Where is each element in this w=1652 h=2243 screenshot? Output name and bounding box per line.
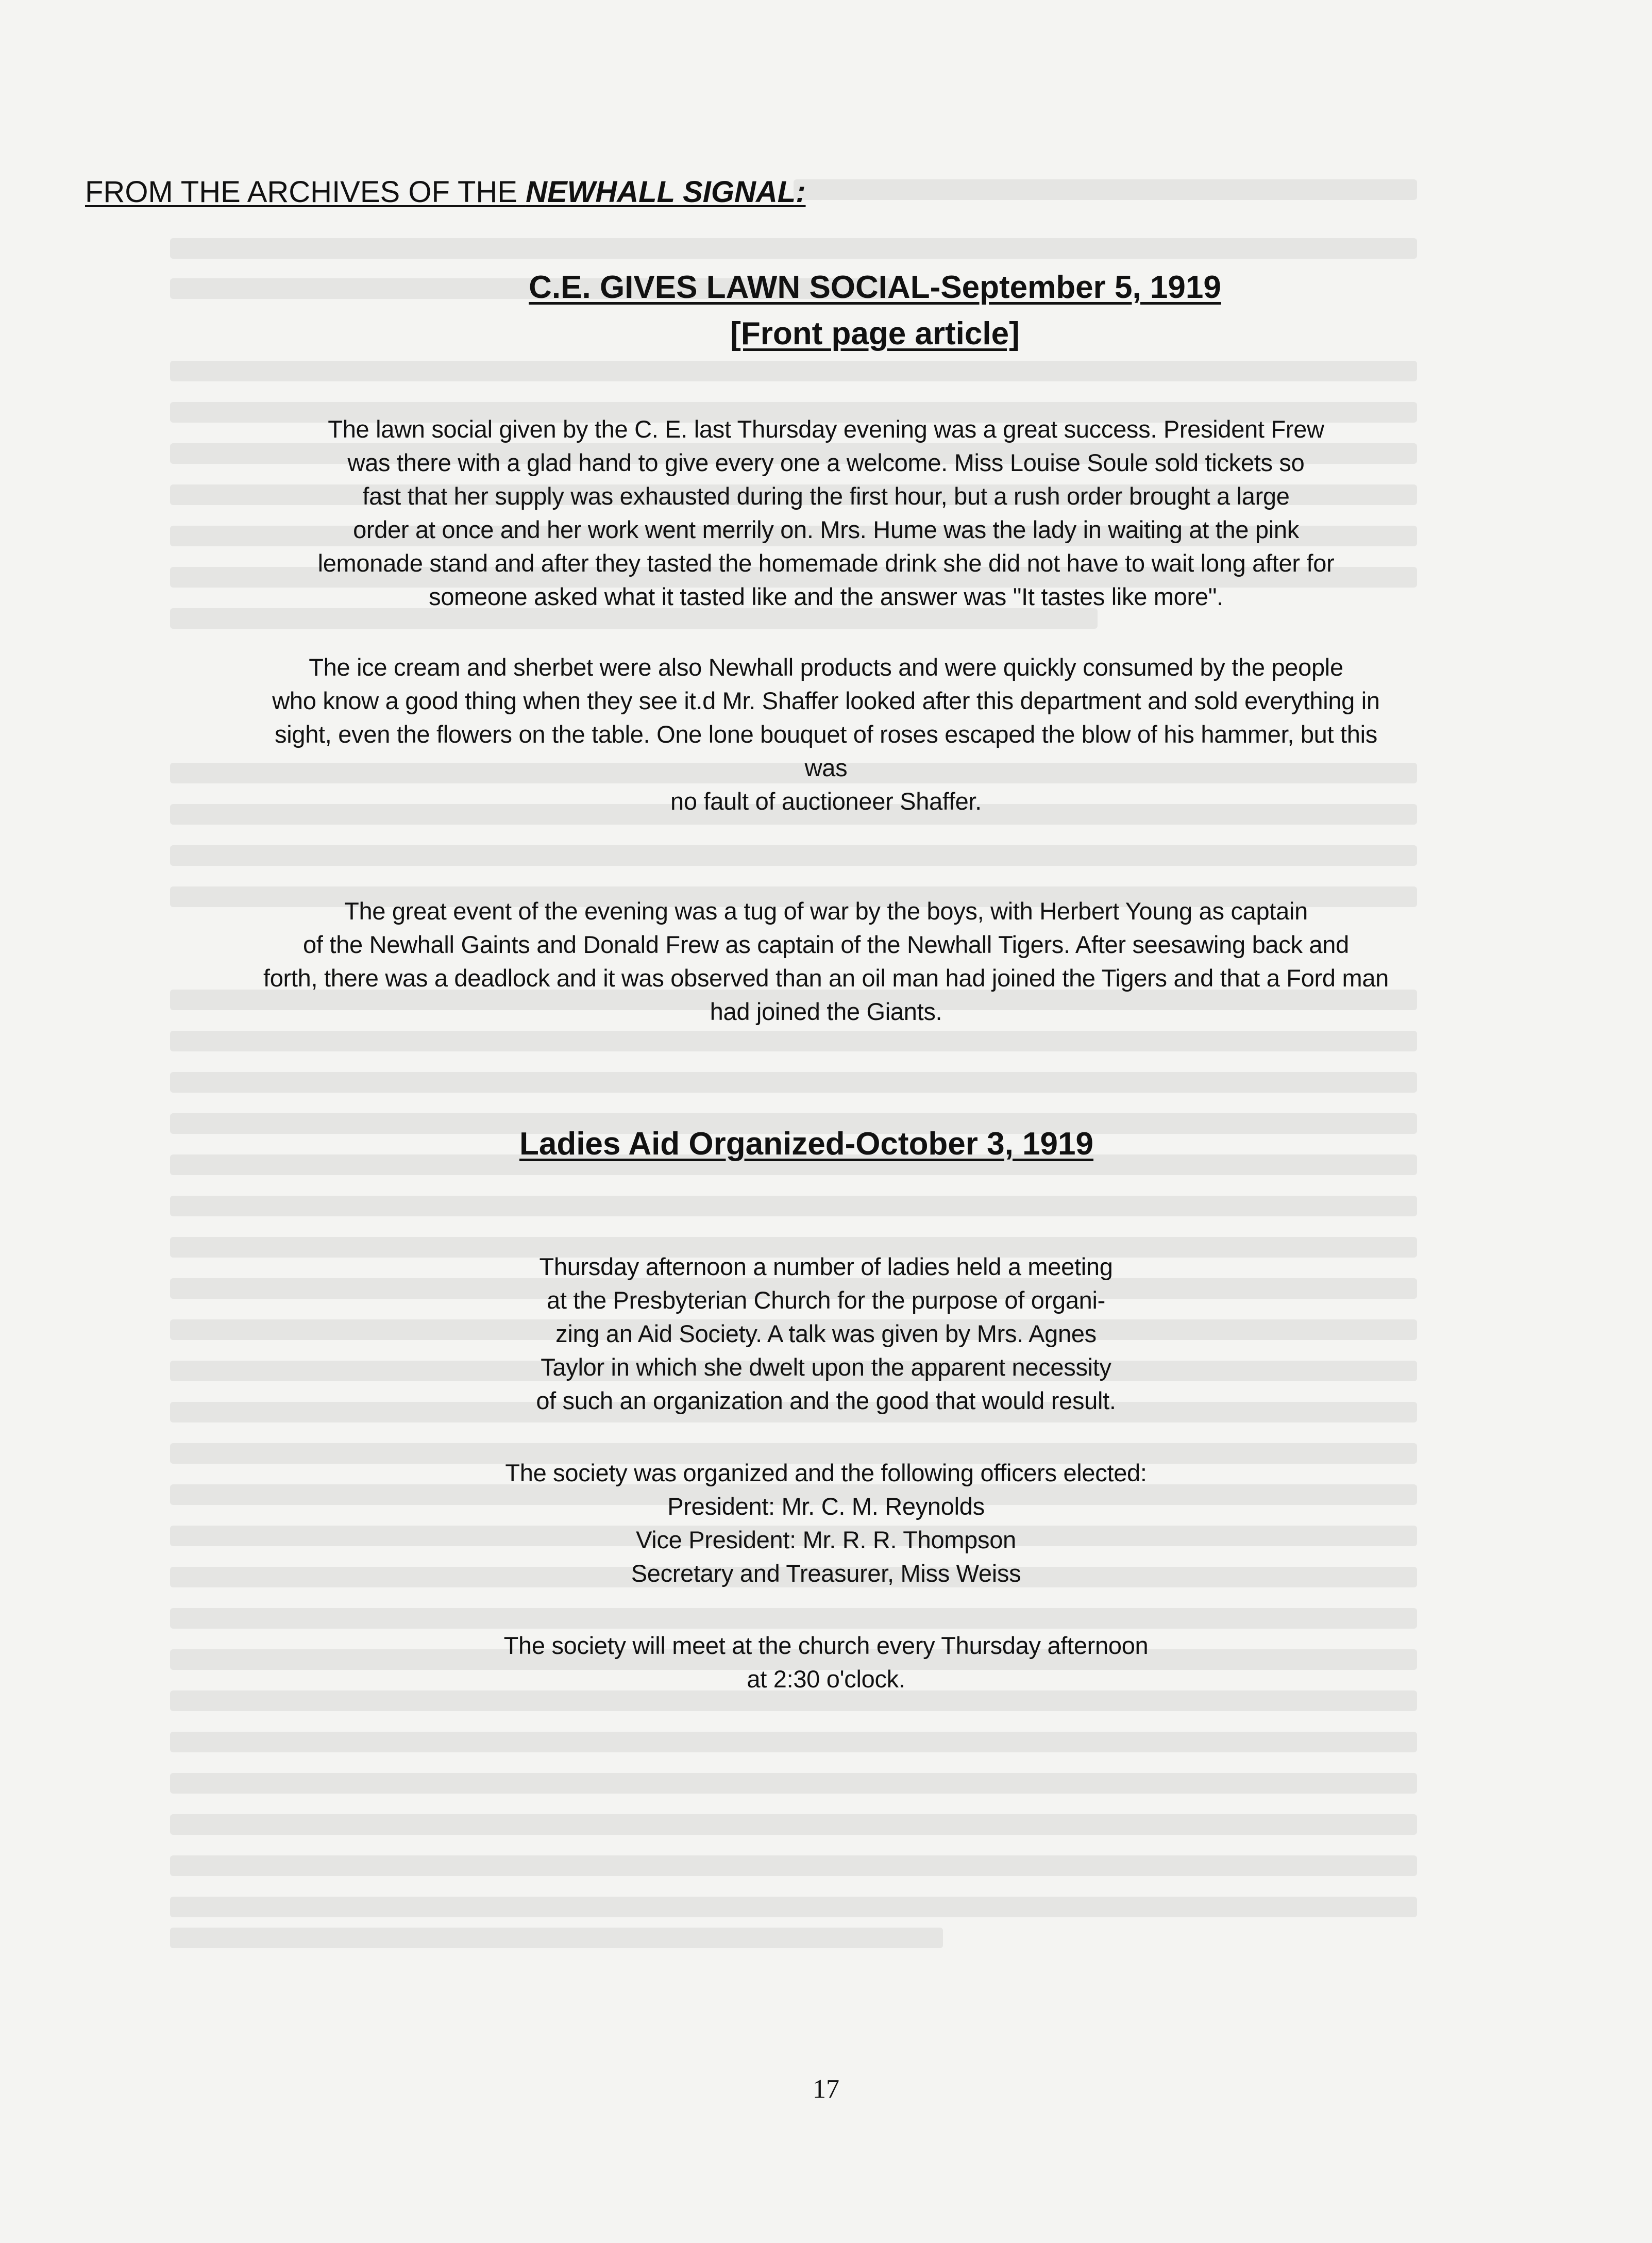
newspaper-name: NEWHALL SIGNAL: (526, 175, 806, 209)
text-line: Thursday afternoon a number of ladies held a meeting (539, 1253, 1113, 1280)
article-1-paragraph-1 (0, 412, 1652, 613)
text-line: forth, there was a deadlock and it was observed than an oil man had joined the Tigers and that a Ford man (263, 964, 1389, 992)
article-2-title: Ladies Aid Organized-October 3, 1919 (519, 1126, 1094, 1162)
text-line: The ice cream and sherbet were also Newhall products and were quickly consumed by the people (309, 654, 1343, 681)
text-line: The lawn social given by the C. E. last Thursday evening was a great success. President Frew (328, 415, 1324, 443)
text-line: was there with a glad hand to give every one a welcome. Miss Louise Soule sold tickets so (347, 449, 1305, 476)
text-line: order at once and her work went merrily on. Mrs. Hume was the lady in waiting at the pink (353, 516, 1299, 543)
text-line: Vice President: Mr. R. R. Thompson (636, 1526, 1016, 1553)
text-line: The society was organized and the following officers elected: (505, 1459, 1147, 1486)
text-line: Taylor in which she dwelt upon the apparent necessity (541, 1353, 1111, 1381)
article-2-meeting-note (0, 1629, 1652, 1696)
text-line: who know a good thing when they see it.d Mr. Shaffer looked after this department and sold everything in (272, 687, 1380, 714)
text-line: sight, even the flowers on the table. One lone bouquet of roses escaped the blow of his hammer, but this (275, 721, 1377, 748)
text-line: had joined the Giants. (710, 998, 942, 1025)
article-2-officers (0, 1456, 1652, 1590)
text-line: at 2:30 o'clock. (747, 1665, 905, 1693)
text-line: lemonade stand and after they tasted the homemade drink she did not have to wait long after for (317, 549, 1335, 577)
text-line: at the Presbyterian Church for the purpose of organi- (547, 1286, 1105, 1314)
text-line: The society will meet at the church every Thursday afternoon (503, 1632, 1149, 1659)
text-line: Secretary and Treasurer, Miss Weiss (631, 1560, 1021, 1587)
text-line: fast that her supply was exhausted during the first hour, but a rush order brought a large (362, 482, 1290, 510)
article-1-paragraph-3 (0, 894, 1652, 1028)
article-2-paragraph-1 (0, 1250, 1652, 1417)
article-1-paragraph-2 (0, 650, 1652, 818)
text-line: President: Mr. C. M. Reynolds (667, 1493, 985, 1520)
text-line: someone asked what it tasted like and the answer was "It tastes like more". (429, 583, 1223, 610)
text-line: of the Newhall Gaints and Donald Frew as captain of the Newhall Tigers. After seesawing back and (303, 931, 1349, 958)
article-1-title: C.E. GIVES LAWN SOCIAL-September 5, 1919 (529, 270, 1221, 305)
page-number: 17 (813, 2074, 839, 2104)
text-line: was (804, 754, 848, 781)
archive-header-prefix: FROM THE ARCHIVES OF THE (85, 175, 526, 209)
article-1-subtitle: [Front page article] (730, 316, 1020, 351)
text-line: of such an organization and the good that would result. (536, 1387, 1116, 1414)
text-line: zing an Aid Society. A talk was given by Mrs. Agnes (555, 1320, 1097, 1347)
text-line: no fault of auctioneer Shaffer. (670, 788, 982, 815)
archive-header (85, 174, 806, 210)
text-line: The great event of the evening was a tug of war by the boys, with Herbert Young as captain (344, 897, 1308, 925)
